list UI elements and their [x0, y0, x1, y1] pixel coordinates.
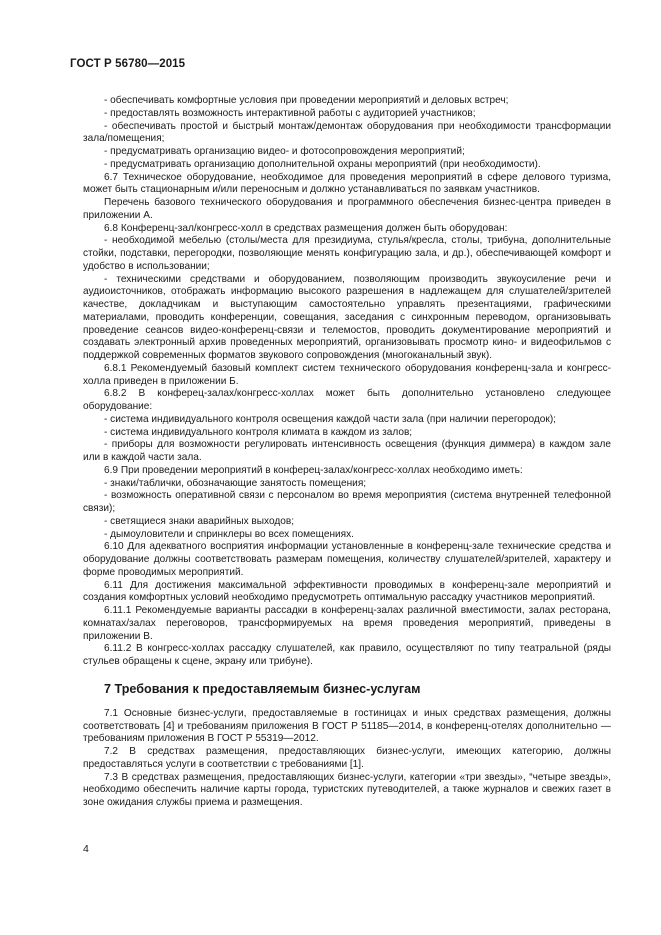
document-header: ГОСТ Р 56780—2015 — [70, 58, 186, 70]
list-item-occupancy-signs: - знаки/таблички, обозначающие занятость помещения; — [104, 477, 367, 489]
list-item-video-photo: - предусматривать организацию видео- и фотосопровождения мероприятий; — [104, 146, 465, 157]
list-item-technical-means: - техническими средствами и оборудованием, позволяющим производить звукоусиление речи и аудиоисточников, отображать информацию высокого разрешения в надлежащем для слушателей/зрителей качестве, докладчикам и выступающим самостоятельно управлять презентациями, графическими материалами, проводить конференции, совещания, заседания с синхронным переводом, организовывать проведение сеансов видео-конференц-связи и телемостов, проводить документирование мероприятий и создавать электронный архив проведенных мероприятий, организовывать просмотр кино- и видеофильмов с поддержкой современных форматов звукового сопровождения (многоканальный звук). — [83, 273, 611, 361]
paragraph-6-11-2: 6.11.2 В конгресс-холлах рассадку слушателей, как правило, осуществляют по типу театральной (ряды стульев обращены к сцене, экрану или трибуне). — [83, 643, 611, 667]
paragraph-6-8-1: 6.8.1 Рекомендуемый базовый комплект систем технического оборудования конференц-зала и конгресс-холла приведен в приложении Б. — [83, 362, 611, 387]
paragraph-7-1: 7.1 Основные бизнес-услуги, предоставляемые в гостиницах и иных средствах размещения, должны соответствовать [4] и требованиям приложения В ГОСТ Р 51185—2014, в конференц-отелях дополнительно — требованиям приложения В ГОСТ Р 55319—2012. — [83, 707, 611, 745]
list-item-security: - предусматривать организацию дополнительной охраны мероприятий (при необходимости). — [104, 158, 541, 170]
paragraph-6-8: 6.8 Конференц-зал/конгресс-холл в средствах размещения должен быть оборудован: — [104, 222, 508, 234]
paragraph-6-8-2: 6.8.2 В конферец-залах/конгресс-холлах может быть дополнительно установлено следующее оборудование: — [83, 388, 611, 412]
paragraph-6-9: 6.9 При проведении мероприятий в конферец-залах/конгресс-холлах необходимо иметь: — [104, 464, 523, 476]
list-item-comfort: - обеспечивать комфортные условия при проведении мероприятий и деловых встреч; — [104, 95, 509, 106]
paragraph-6-11-1: 6.11.1 Рекомендуемые варианты рассадки в конференц-залах различной вместимости, залах ресторана, комнатах/залах переговоров, трансформируемых на время проведения мероприятий, приведены в приложении В. — [83, 605, 611, 642]
paragraph-6-11: 6.11 Для достижения максимальной эффективности проводимых в конференц-зале мероприятий и создания комфортных условий необходимо предусмотреть оптимальную рассадку участников мероприятий. — [83, 579, 611, 604]
paragraph-7-3: 7.3 В средствах размещения, предоставляющих бизнес-услуги, категории «три звезды», “четыре звезды», необходимо обеспечить наличие карты города, туристских путеводителей, а также журналов и свежих газет в зоне ожидания службы приема и размещения. — [83, 771, 611, 808]
list-item-lighting-control: - система индивидуального контроля освещения каждой части зала (при наличии перегородок); — [104, 413, 556, 425]
section-7-title: 7 Требования к предоставляемым бизнес-услугам — [104, 681, 421, 696]
paragraph-7-2: 7.2 В средствах размещения, предоставляющих бизнес-услуги, имеющих категорию, должны предоставляться услуги в соответствии с требованиями [1]. — [83, 746, 611, 770]
paragraph-6-10: 6.10 Для адекватного восприятия информации установленные в конференц-зале технические средства и оборудование должны соответствовать размерам помещения, количеству слушателей/зрителей, характеру и форме проводимых мероприятий. — [83, 541, 611, 578]
document-body — [83, 95, 611, 810]
list-item-staff-communication: - возможность оперативной связи с персоналом во время мероприятия (система внутренней телефонной связи); — [83, 490, 611, 514]
list-item-dimmer: - приборы для возможности регулировать интенсивность освещения (функция диммера) в каждом зале или в каждой части зала. — [83, 439, 611, 463]
list-item-furniture: - необходимой мебелью (столы/места для президиума, стулья/кресла, столы, трибуна, дополнительные стойки, подставки, перегородки, позволяющие менять конфигурацию зала, и др.), обеспечивающей комфорт и удобство в использовании; — [83, 235, 611, 272]
page-number: 4 — [83, 843, 89, 855]
list-item-montage: - обеспечивать простой и быстрый монтаж/демонтаж оборудования при необходимости трансформации зала/помещения; — [83, 120, 611, 145]
list-item-smoke-detectors: - дымоуловители и спринклеры во всех помещениях. — [104, 528, 354, 540]
list-item-climate-control: - система индивидуального контроля климата в каждом из залов; — [104, 426, 413, 438]
list-item-exit-signs: - светящиеся знаки аварийных выходов; — [104, 515, 295, 527]
list-item-interactive: - предоставлять возможность интерактивной работы с аудиторией участников; — [104, 107, 476, 119]
paragraph-6-7: 6.7 Техническое оборудование, необходимое для проведения мероприятий в сфере делового туризма, может быть стационарным и/или переносным и должно устанавливаться по заявкам участников. — [83, 171, 611, 196]
paragraph-equipment-list: Перечень базового технического оборудования и программного обеспечения бизнес-центра приведен в приложении А. — [83, 197, 611, 221]
